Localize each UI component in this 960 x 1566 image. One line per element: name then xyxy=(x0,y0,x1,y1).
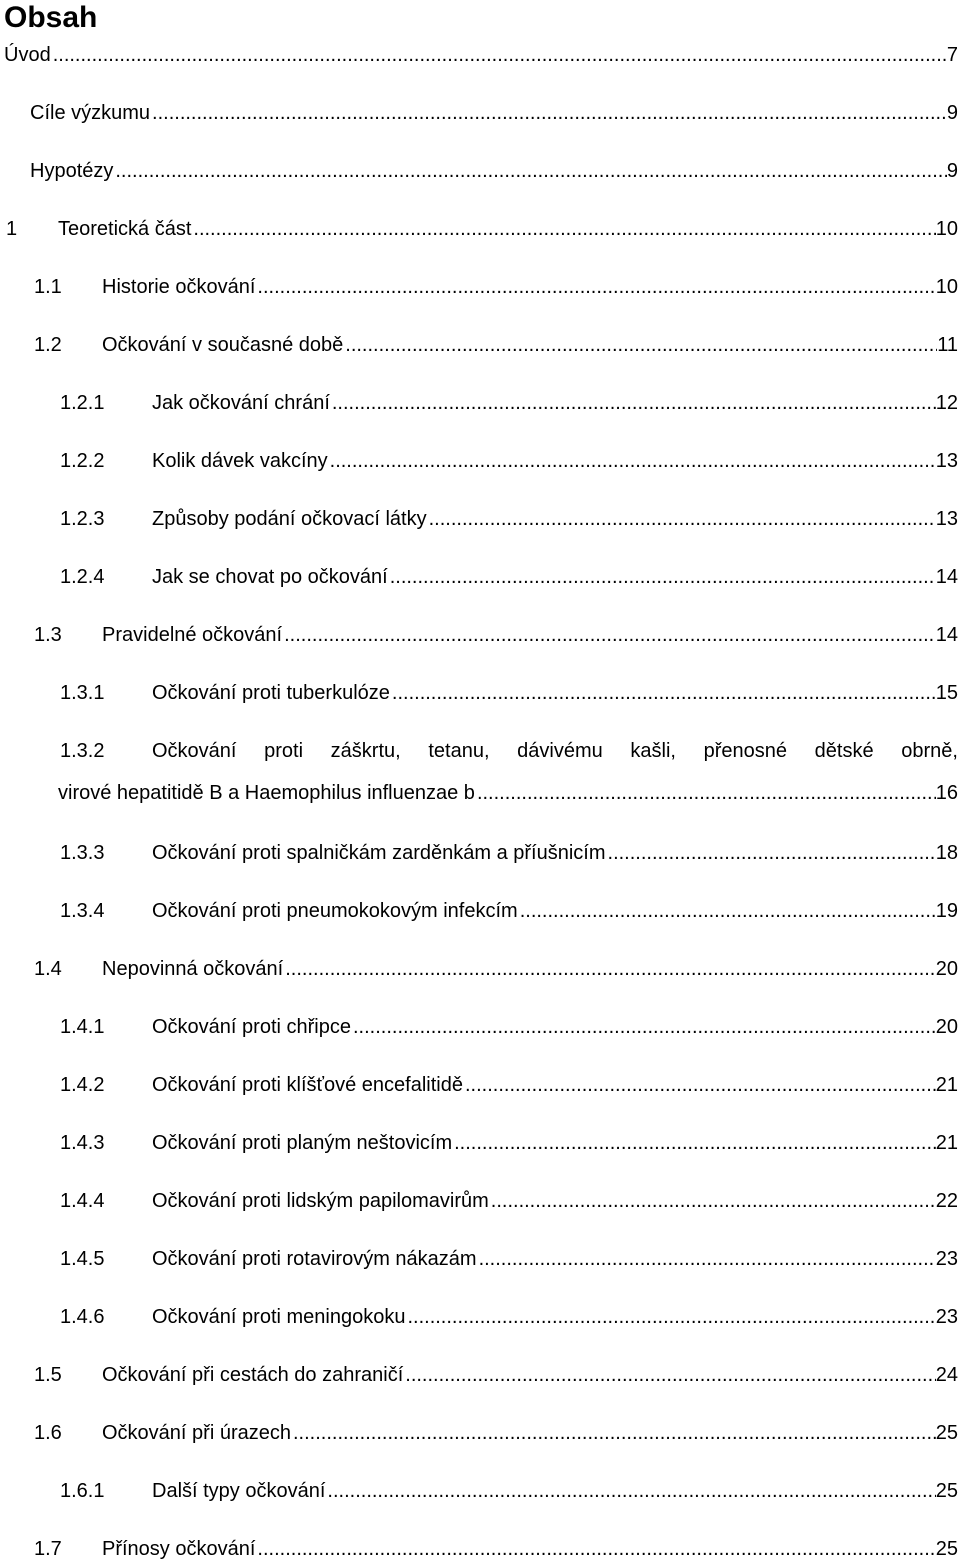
toc-page-number: 9 xyxy=(946,102,958,124)
toc-page-number: 20 xyxy=(935,958,958,980)
toc-leader-dots xyxy=(405,1300,935,1334)
toc-section-number: 1.4.1 xyxy=(60,1016,105,1038)
toc-entry-tuberkuloze[interactable] xyxy=(60,676,958,710)
toc-entry-title: Očkování proti planým neštovicím xyxy=(152,1132,453,1154)
toc-page-number: 10 xyxy=(935,218,958,240)
toc-section-number: 1.4.5 xyxy=(60,1248,105,1270)
toc-entry-kolik-davek-vakciny[interactable] xyxy=(60,444,958,478)
title-word: dávivému xyxy=(517,740,603,762)
toc-leader-dots xyxy=(489,1184,936,1218)
toc-leader-dots xyxy=(330,386,936,420)
toc-leader-dots xyxy=(328,444,936,478)
title-word: záškrtu, xyxy=(330,740,401,762)
toc-leader-dots xyxy=(191,212,935,246)
toc-entry-line-2 xyxy=(58,776,958,810)
toc-section-number: 1.3.4 xyxy=(60,900,105,922)
toc-section-number: 1.3.1 xyxy=(60,682,105,704)
toc-entry-rotaviry[interactable] xyxy=(60,1242,958,1276)
toc-page-number: 9 xyxy=(946,160,958,182)
toc-entry-historie-ockovani[interactable] xyxy=(34,270,958,304)
toc-leader-dots xyxy=(427,502,936,536)
title-word: proti xyxy=(264,740,304,762)
toc-section-number: 1 xyxy=(6,218,18,240)
toc-entry-dalsi-typy[interactable] xyxy=(60,1474,958,1508)
toc-entry-zaskrt-tetanus[interactable] xyxy=(60,734,958,824)
toc-entry-title: Historie očkování xyxy=(102,276,256,298)
title-word: Očkování xyxy=(152,740,237,762)
toc-section-number: 1.5 xyxy=(34,1364,62,1386)
toc-entry-title-justified xyxy=(152,734,958,768)
toc-entry-title: Teoretická část xyxy=(58,218,192,240)
toc-leader-dots xyxy=(150,96,947,130)
toc-leader-dots xyxy=(282,618,936,652)
toc-entry-pravidelne-ockovani[interactable] xyxy=(34,618,958,652)
toc-entry-title: Přínosy očkování xyxy=(102,1538,256,1560)
toc-leader-dots xyxy=(403,1358,935,1392)
toc-page-number: 14 xyxy=(935,566,958,588)
toc-section-number: 1.6.1 xyxy=(60,1480,105,1502)
toc-section-number: 1.2.1 xyxy=(60,392,105,414)
toc-entry-title: Pravidelné očkování xyxy=(102,624,283,646)
toc-entry-pneumokokove-infekce[interactable] xyxy=(60,894,958,928)
toc-section-number: 1.4.2 xyxy=(60,1074,105,1096)
toc-entry-uvod[interactable] xyxy=(4,38,958,72)
toc-entry-title: virové hepatitidě B a Haemophilus influenzae b xyxy=(58,782,475,804)
toc-entry-teoreticka-cast[interactable] xyxy=(6,212,958,246)
toc-section-number: 1.2 xyxy=(34,334,62,356)
title-word: obrně, xyxy=(901,740,958,762)
toc-leader-dots xyxy=(113,154,947,188)
toc-entry-title: Očkování proti spalničkám zarděnkám a příušnicím xyxy=(152,842,606,864)
toc-entry-title: Způsoby podání očkovací látky xyxy=(152,508,427,530)
toc-leader-dots xyxy=(51,38,947,72)
toc-entry-title: Očkování proti klíšťové encefalitidě xyxy=(152,1074,463,1096)
toc-entry-chripka[interactable] xyxy=(60,1010,958,1044)
toc-page-number: 25 xyxy=(935,1422,958,1444)
toc-entry-title: Nepovinná očkování xyxy=(102,958,284,980)
toc-section-number: 1.4.4 xyxy=(60,1190,105,1212)
toc-leader-dots xyxy=(343,328,937,362)
toc-leader-dots xyxy=(255,1532,935,1566)
toc-page-number: 18 xyxy=(935,842,958,864)
title-word: dětské xyxy=(814,740,874,762)
toc-page-number: 21 xyxy=(935,1074,958,1096)
toc-page-number: 13 xyxy=(935,450,958,472)
toc-page-number: 15 xyxy=(935,682,958,704)
toc-section-number: 1.2.4 xyxy=(60,566,105,588)
toc-page-number: 12 xyxy=(935,392,958,414)
title-word: přenosné xyxy=(703,740,788,762)
toc-section-number: 1.4.6 xyxy=(60,1306,105,1328)
toc-leader-dots xyxy=(283,952,936,986)
toc-section-number: 1.2.3 xyxy=(60,508,105,530)
toc-entry-title: Očkování při cestách do zahraničí xyxy=(102,1364,404,1386)
toc-entry-title: Očkování proti tuberkulóze xyxy=(152,682,390,704)
toc-entry-title: Očkování proti chřipce xyxy=(152,1016,351,1038)
toc-leader-dots xyxy=(518,894,936,928)
toc-leader-dots xyxy=(255,270,935,304)
toc-entry-jak-ockovani-chrani[interactable] xyxy=(60,386,958,420)
toc-section-number: 1.4.3 xyxy=(60,1132,105,1154)
toc-entry-hypotezy[interactable] xyxy=(30,154,958,188)
title-word: tetanu, xyxy=(428,740,490,762)
toc-section-number: 1.1 xyxy=(34,276,62,298)
toc-entry-zpusoby-podani[interactable] xyxy=(60,502,958,536)
toc-page-number: 10 xyxy=(935,276,958,298)
toc-entry-prinosy-ockovani[interactable] xyxy=(34,1532,958,1566)
toc-entry-line-1 xyxy=(60,734,958,768)
toc-leader-dots xyxy=(475,776,936,810)
toc-entry-title: Očkování v současné době xyxy=(102,334,344,356)
toc-leader-dots xyxy=(463,1068,936,1102)
toc-page-number: 13 xyxy=(935,508,958,530)
toc-entry-title: Očkování proti meningokoku xyxy=(152,1306,406,1328)
toc-entry-jak-se-chovat[interactable] xyxy=(60,560,958,594)
toc-page-number: 25 xyxy=(935,1538,958,1560)
toc-page-number: 11 xyxy=(937,334,958,356)
toc-leader-dots xyxy=(390,676,936,710)
toc-section-number: 1.4 xyxy=(34,958,62,980)
toc-page-number: 21 xyxy=(935,1132,958,1154)
toc-leader-dots xyxy=(351,1010,936,1044)
toc-section-number: 1.2.2 xyxy=(60,450,105,472)
toc-entry-nepovinna-ockovani[interactable] xyxy=(34,952,958,986)
toc-entry-urazy[interactable] xyxy=(34,1416,958,1450)
toc-entry-meningokok[interactable] xyxy=(60,1300,958,1334)
toc-page-number: 20 xyxy=(935,1016,958,1038)
toc-leader-dots xyxy=(606,836,936,870)
toc-entry-title: Jak očkování chrání xyxy=(152,392,330,414)
toc-entry-title: Další typy očkování xyxy=(152,1480,326,1502)
toc-heading: Obsah xyxy=(4,1,98,34)
toc-entry-papilomaviry[interactable] xyxy=(60,1184,958,1218)
toc-entry-title: Očkování při úrazech xyxy=(102,1422,291,1444)
toc-page-number: 24 xyxy=(935,1364,958,1386)
toc-leader-dots xyxy=(325,1474,935,1508)
toc-entry-spalnicky[interactable] xyxy=(60,836,958,870)
toc-entry-cesty-do-zahranici[interactable] xyxy=(34,1358,958,1392)
toc-entry-klistova-encefalitida[interactable] xyxy=(60,1068,958,1102)
toc-leader-dots xyxy=(291,1416,936,1450)
toc-leader-dots xyxy=(477,1242,936,1276)
toc-page-number: 7 xyxy=(946,44,958,66)
toc-entry-cile-vyzkumu[interactable] xyxy=(30,96,958,130)
toc-entry-title: Hypotézy xyxy=(30,160,114,182)
toc-entry-title: Očkování proti pneumokokovým infekcím xyxy=(152,900,518,922)
toc-leader-dots xyxy=(388,560,936,594)
toc-section-number: 1.3.2 xyxy=(60,740,105,762)
toc-entry-title: Jak se chovat po očkování xyxy=(152,566,388,588)
toc-entry-ockovani-v-soucasne-dobe[interactable] xyxy=(34,328,958,362)
toc-entry-title: Očkování proti lidským papilomavirům xyxy=(152,1190,489,1212)
toc-page-number: 16 xyxy=(935,782,958,804)
toc-entry-title: Cíle výzkumu xyxy=(30,102,151,124)
toc-entry-title: Očkování proti rotavirovým nákazám xyxy=(152,1248,477,1270)
toc-section-number: 1.6 xyxy=(34,1422,62,1444)
toc-section-number: 1.3 xyxy=(34,624,62,646)
toc-entry-plane-nestovice[interactable] xyxy=(60,1126,958,1160)
toc-page-number: 22 xyxy=(935,1190,958,1212)
toc-leader-dots xyxy=(452,1126,936,1160)
toc-section-number: 1.3.3 xyxy=(60,842,105,864)
toc-page-number: 23 xyxy=(935,1306,958,1328)
toc-page-number: 14 xyxy=(935,624,958,646)
toc-section-number: 1.7 xyxy=(34,1538,62,1560)
title-word: kašli, xyxy=(630,740,676,762)
toc-page-number: 19 xyxy=(935,900,958,922)
toc-entry-title: Úvod xyxy=(4,44,51,66)
toc-page-number: 23 xyxy=(935,1248,958,1270)
toc-entry-title: Kolik dávek vakcíny xyxy=(152,450,328,472)
toc-page-number: 25 xyxy=(935,1480,958,1502)
